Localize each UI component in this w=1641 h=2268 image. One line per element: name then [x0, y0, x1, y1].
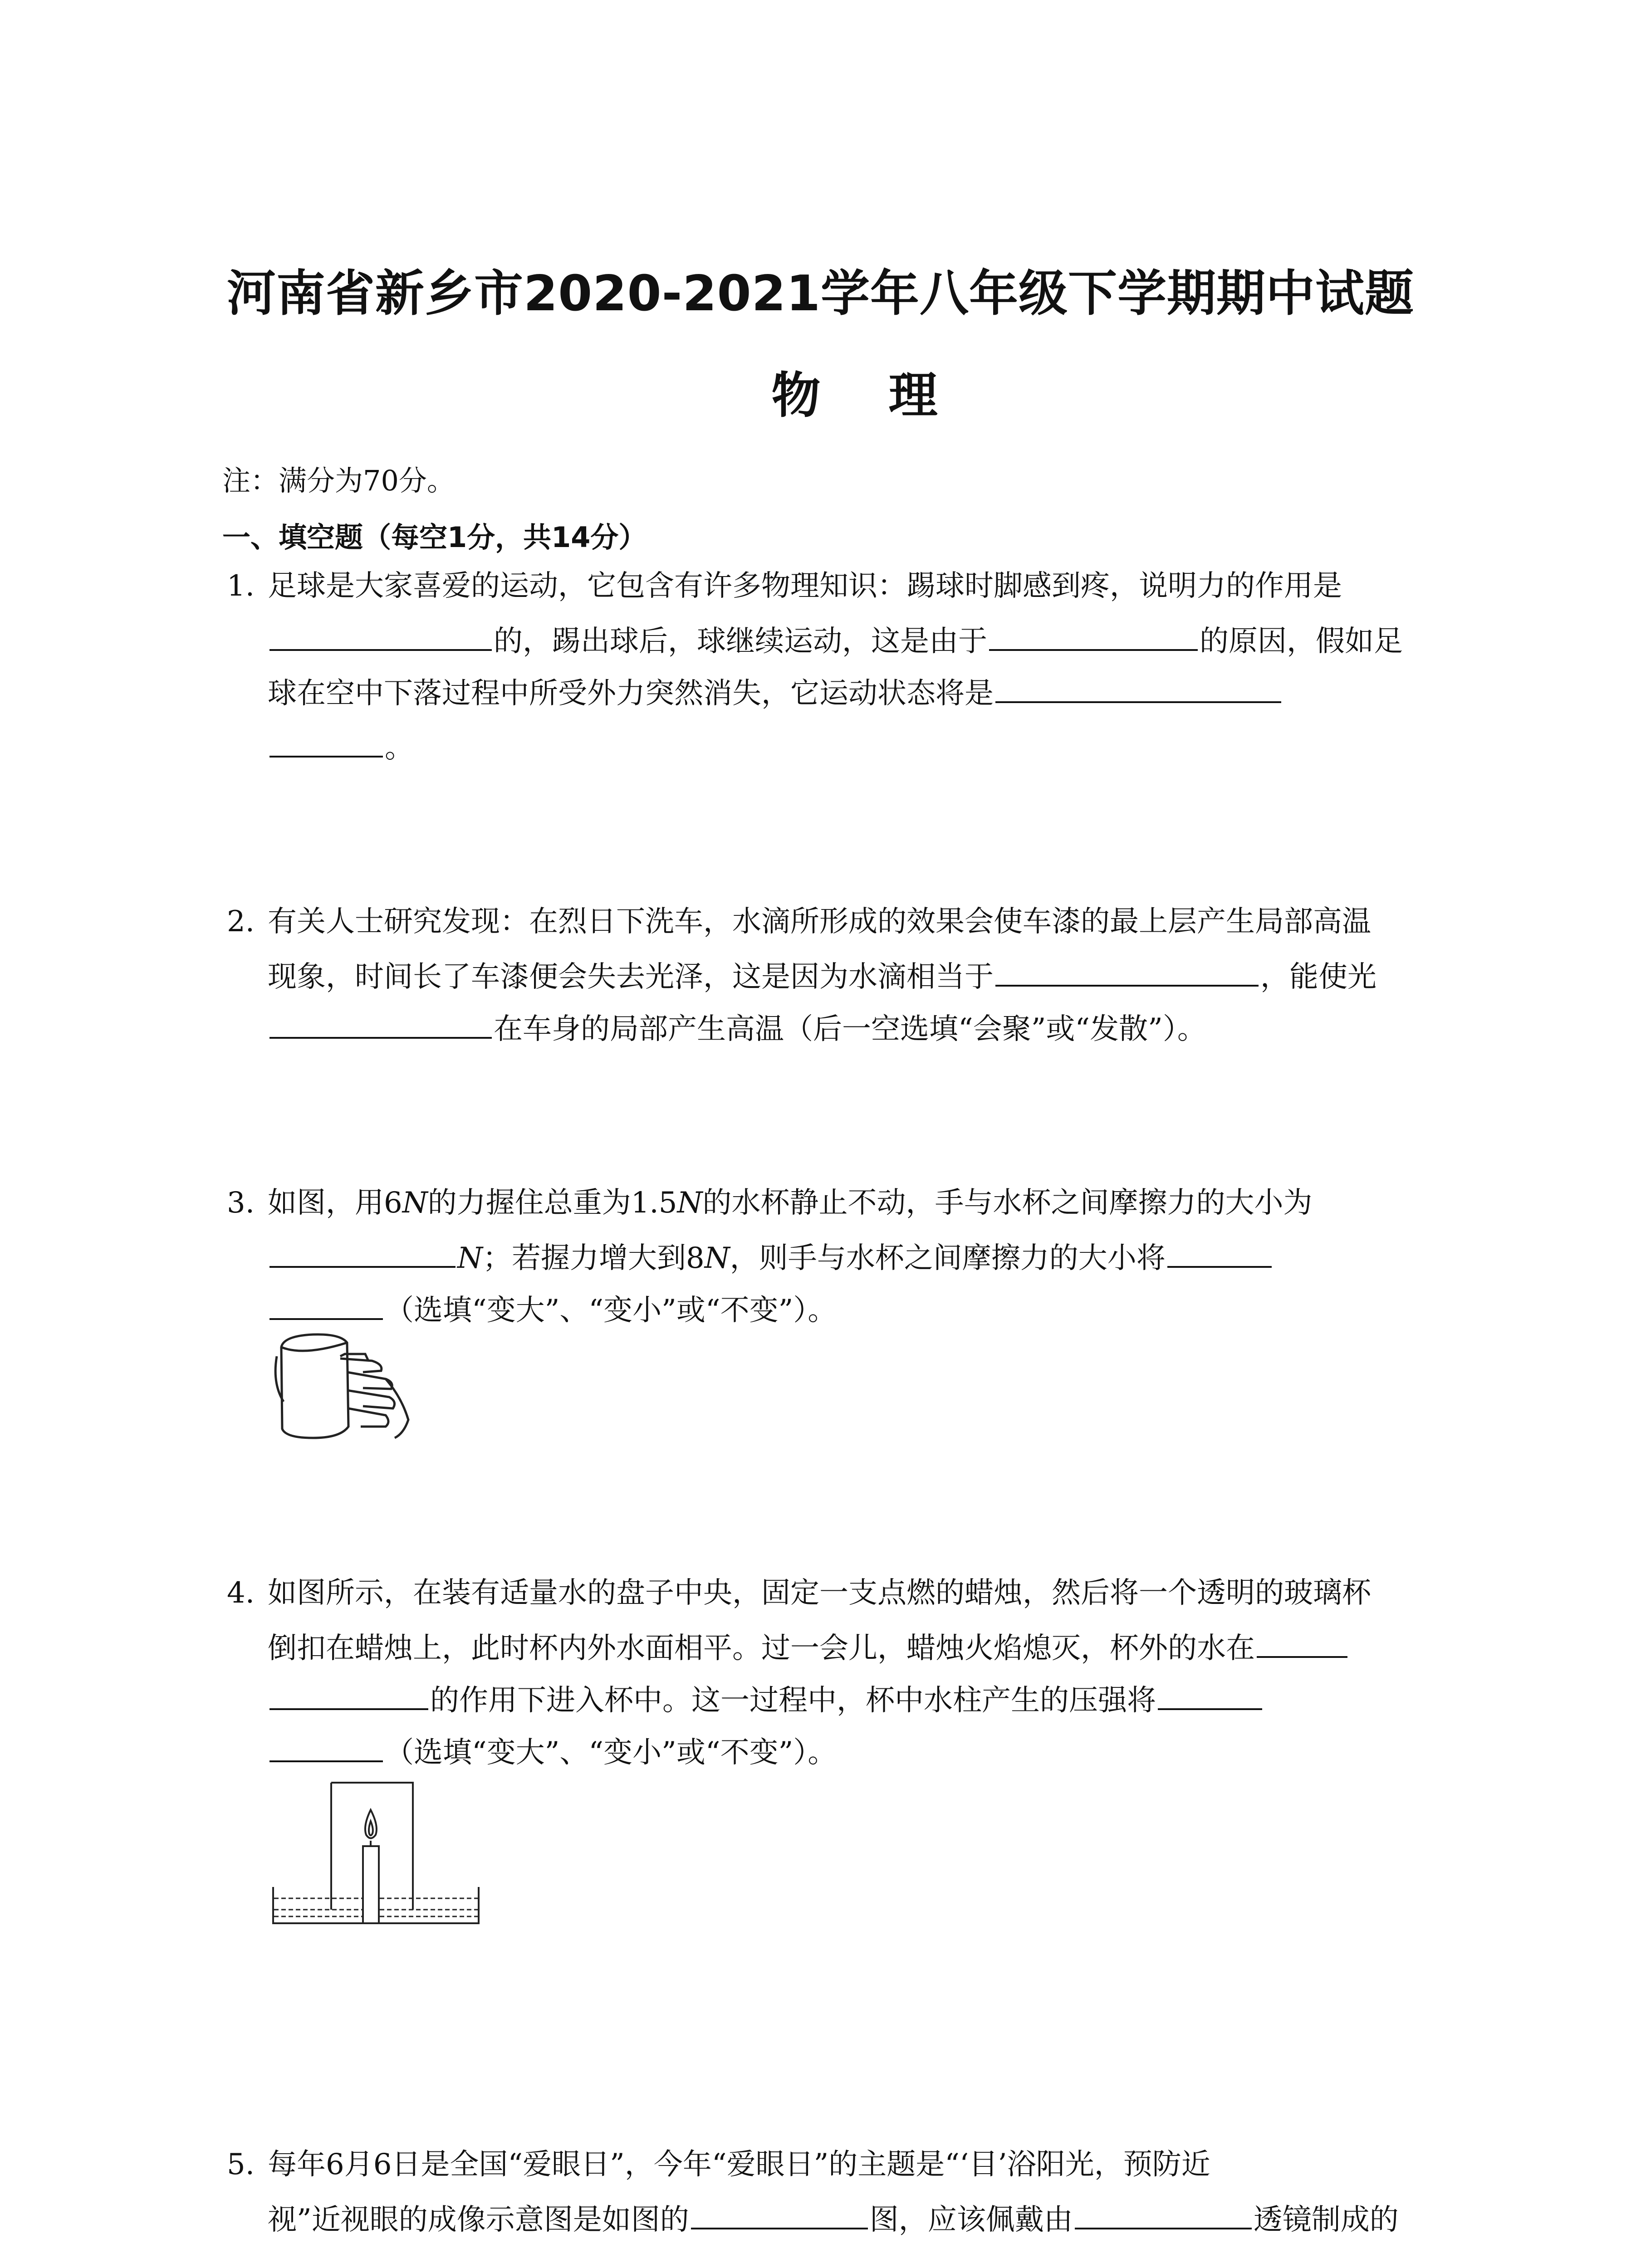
answer-blank[interactable] [269, 730, 383, 758]
question-text: 有关人士研究发现：在烈日下洗车，水滴所形成的效果会使车漆的最上层产生局部高温 [268, 905, 1371, 938]
question-4-line-3 [268, 1683, 1264, 1715]
question-text: 现象，时间长了车漆便会失去光泽，这是因为水滴相当于 [268, 960, 994, 994]
question-number: 5. [227, 2148, 255, 2181]
question-3-line-1 [227, 1186, 1313, 1220]
question-number: 3. [227, 1186, 255, 1220]
question-text: （选填“变大”、“变小”或“不变”）。 [385, 1294, 837, 1327]
question-text: 透镜制成的 [1253, 2203, 1399, 2237]
question-text: （选填“变大”、“变小”或“不变”）。 [385, 1736, 837, 1769]
hand-holding-cup-figure [272, 1329, 417, 1447]
page-title: 河南省新乡市2020-2021学年八年级下学期期中试题 [227, 265, 1414, 322]
question-text: 如图所示，在装有适量水的盘子中央，固定一支点燃的蜡烛，然后将一个透明的玻璃杯 [268, 1576, 1371, 1610]
question-1-line-4 [268, 730, 414, 763]
unit-symbol: N [677, 1186, 703, 1220]
answer-blank[interactable] [269, 1241, 456, 1268]
question-text: 。 [385, 731, 414, 765]
candle-glass-figure [272, 1778, 481, 1932]
question-2-line-3 [268, 1012, 1206, 1044]
question-text: ，能使光 [1260, 960, 1376, 994]
question-1-line-3 [268, 676, 1283, 708]
question-text: ；若握力增大到8 [483, 1242, 705, 1275]
question-4-line-1 [227, 1576, 1371, 1610]
answer-blank[interactable] [995, 959, 1259, 987]
question-3-line-3 [268, 1293, 837, 1325]
answer-blank[interactable] [269, 1012, 492, 1039]
question-2-line-1 [227, 907, 1371, 936]
section-heading: 一、填空题（每空1分，共14分） [222, 521, 647, 554]
question-text: 的，踢出球后，球继续运动，这是由于 [494, 625, 987, 658]
question-text: 球在空中下落过程中所受外力突然消失，它运动状态将是 [268, 677, 994, 710]
question-text: 的水杯静止不动，手与水杯之间摩擦力的大小为 [702, 1186, 1313, 1220]
question-2-line-2 [268, 959, 1376, 992]
page-subtitle: 物理 [771, 367, 1006, 424]
question-text: 每年6月6日是全国“爱眼日”，今年“爱眼日”的主题是“‘目’浴阳光，预防近 [268, 2148, 1210, 2181]
question-text: 的力握住总重为1.5 [427, 1186, 677, 1220]
question-text: 如图，用6 [268, 1186, 402, 1220]
question-text: 足球是大家喜爱的运动，它包含有许多物理知识：踢球时脚感到疼，说明力的作用是 [268, 569, 1342, 603]
question-text: 的作用下进入杯中。这一过程中，杯中水柱产生的压强将 [430, 1684, 1156, 1717]
question-number: 1. [227, 569, 255, 603]
question-1-line-1 [227, 569, 1342, 603]
question-4-line-4 [268, 1735, 837, 1767]
question-4-line-2 [268, 1631, 1349, 1663]
answer-blank[interactable] [1167, 1241, 1272, 1268]
question-text: 倒扣在蜡烛上，此时杯内外水面相平。过一会儿，蜡烛火焰熄灭，杯外的水在 [268, 1632, 1255, 1665]
answer-blank[interactable] [269, 1683, 428, 1710]
question-text: ，则手与水杯之间摩擦力的大小将 [730, 1242, 1166, 1275]
answer-blank[interactable] [1158, 1683, 1262, 1710]
answer-blank[interactable] [1257, 1631, 1347, 1658]
answer-blank[interactable] [269, 1735, 383, 1762]
answer-blank[interactable] [269, 624, 492, 651]
question-5-line-2 [268, 2202, 1399, 2237]
unit-symbol: N [402, 1186, 428, 1220]
answer-blank[interactable] [989, 624, 1198, 651]
question-text: 在车身的局部产生高温（后一空选填“会聚”或“发散”）。 [494, 1012, 1206, 1046]
question-text: 的原因，假如足 [1200, 625, 1403, 658]
question-text: 视”近视眼的成像示意图是如图的 [268, 2203, 689, 2237]
answer-blank[interactable] [269, 1293, 383, 1320]
question-5-line-1 [227, 2150, 1210, 2179]
unit-symbol: N [704, 1242, 730, 1275]
answer-blank[interactable] [691, 2202, 868, 2229]
answer-blank[interactable] [995, 676, 1281, 703]
question-3-line-2 [268, 1241, 1274, 1273]
unit-symbol: N [457, 1242, 483, 1275]
question-1-line-2 [268, 624, 1403, 656]
question-text: 图，应该佩戴由 [869, 2203, 1073, 2237]
exam-note: 注：满分为70分。 [222, 464, 455, 497]
question-number: 4. [227, 1576, 255, 1610]
question-number: 2. [227, 905, 255, 938]
answer-blank[interactable] [1075, 2202, 1252, 2229]
